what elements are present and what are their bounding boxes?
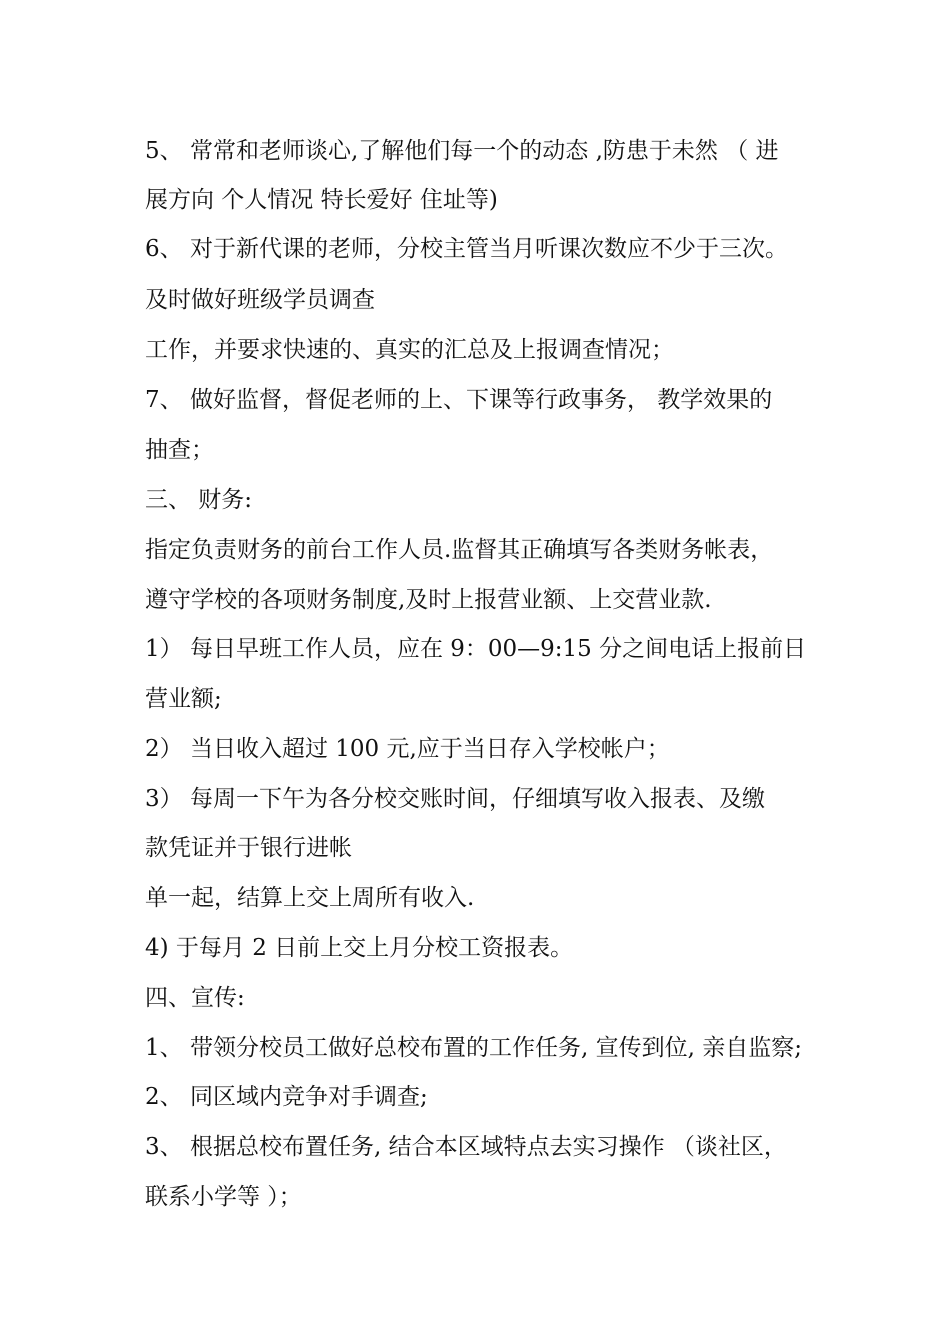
text-line-17: 4) 于每月 2 日前上交上月分校工资报表。 xyxy=(145,935,574,961)
text-line-9: 指定负责财务的前台工作人员.监督其正确填写各类财务帐表， xyxy=(145,537,774,563)
text-line-16: 单一起，结算上交上周所有收入. xyxy=(145,885,475,911)
text-line-6: 7、 做好监督，督促老师的上、下课等行政事务， 教学效果的 xyxy=(145,387,773,413)
text-line-11: 1） 每日早班工作人员，应在 9：00—9:15 分之间电话上报前日 xyxy=(145,636,807,662)
section-heading-publicity: 四、宣传: xyxy=(145,985,245,1011)
text-line-12: 营业额; xyxy=(145,686,222,712)
text-line-4: 及时做好班级学员调查 xyxy=(145,287,375,313)
text-line-22: 联系小学等 ）； xyxy=(145,1184,302,1210)
text-line-1: 5、 常常和老师谈心,了解他们每一个的动态 ,防患于未然 （ 进 xyxy=(145,138,779,164)
section-heading-finance: 三、 财务: xyxy=(145,487,253,513)
text-line-21: 3、 根据总校布置任务, 结合本区域特点去实习操作 （谈社区， xyxy=(145,1134,787,1160)
text-line-5: 工作，并要求快速的、真实的汇总及上报调查情况； xyxy=(145,337,674,363)
text-line-20: 2、 同区域内竞争对手调查; xyxy=(145,1084,428,1110)
text-line-19: 1、 带领分校员工做好总校布置的工作任务, 宣传到位, 亲自监察; xyxy=(145,1035,802,1061)
text-line-10: 遵守学校的各项财务制度,及时上报营业额、上交营业款. xyxy=(145,587,712,613)
text-line-7: 抽查； xyxy=(145,437,214,463)
text-line-13: 2） 当日收入超过 100 元,应于当日存入学校帐户； xyxy=(145,736,670,762)
text-line-3: 6、 对于新代课的老师，分校主管当月听课次数应不少于三次。 xyxy=(145,236,788,262)
text-line-15: 款凭证并于银行进帐 xyxy=(145,835,352,861)
text-line-14: 3） 每周一下午为各分校交账时间，仔细填写收入报表、及缴 xyxy=(145,786,765,812)
text-line-2: 展方向 个人情况 特长爱好 住址等) xyxy=(145,187,498,213)
